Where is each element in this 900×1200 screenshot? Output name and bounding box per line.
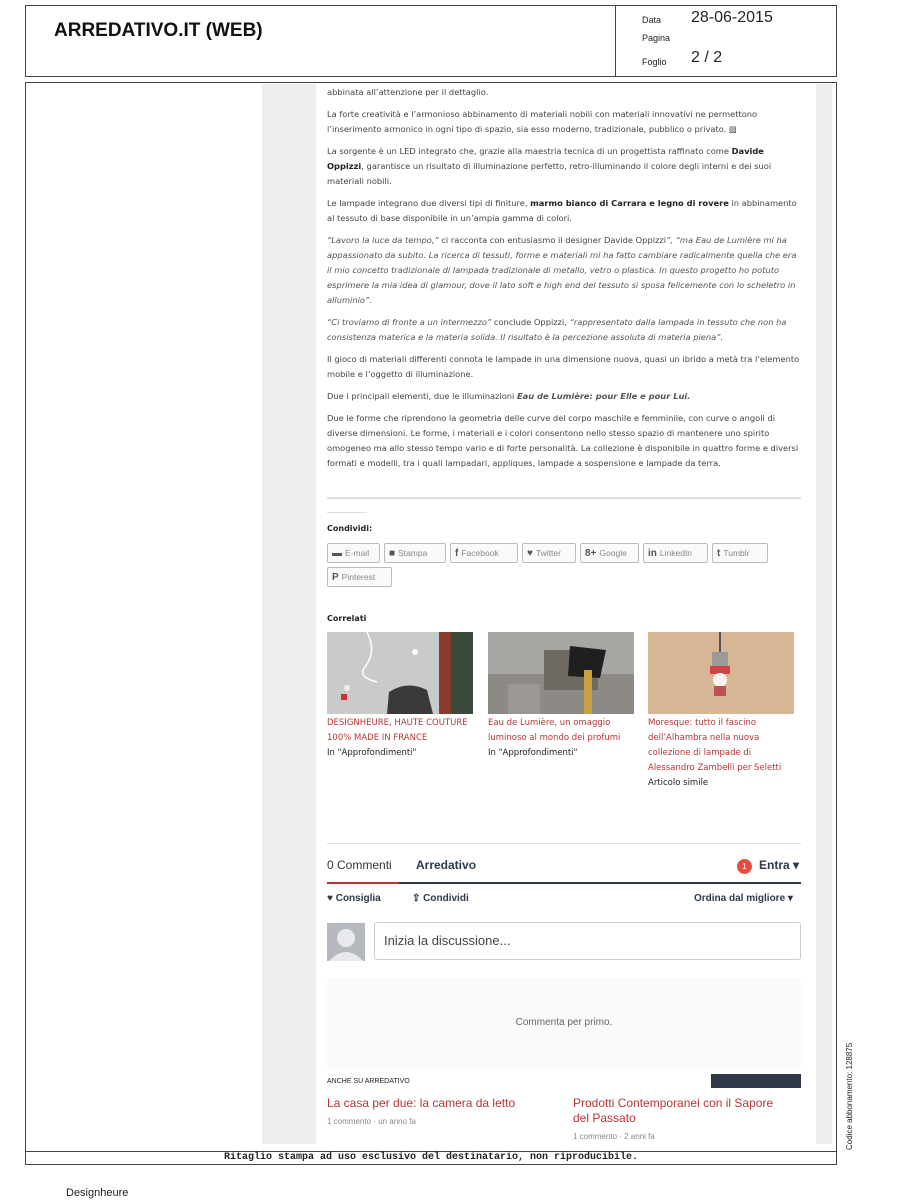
article-body: [327, 85, 802, 478]
subscription-code: Codice abbonamento: 128875: [845, 1042, 854, 1150]
share-label: Condividi:: [327, 524, 373, 533]
paragraph: Due le forme che riprendono la geometria delle curve del corpo maschile e femminile, con curve o angoli di diverse dimensioni. Le forme, i materiali e i colori consentono nello stesso spazio di mantenere uno spirito omogeneo ma allo stesso tempo vario e di forte personalità. La collezione è disponibile in quattro forme e diversi formati e modelli, tra i quali lampadari, appliques, lampade a sospensione e lampade da terra.: [327, 413, 799, 468]
divider: [327, 497, 801, 499]
sheet-label: Foglio: [642, 57, 667, 67]
divider: [327, 843, 801, 844]
login-button[interactable]: Entra ▾: [759, 858, 800, 872]
linkedin-icon: in: [648, 547, 657, 559]
comment-input[interactable]: Inizia la discussione...: [374, 922, 801, 960]
share-twitter-button[interactable]: ♥ Twitter: [522, 543, 576, 563]
email-icon: ▬: [332, 547, 342, 559]
comments-tabs: [327, 858, 801, 884]
clipping-footer: Ritaglio stampa ad uso esclusivo del destinatario, non riproducibile.: [25, 1151, 837, 1165]
also-item-1[interactable]: La casa per due: la camera da letto: [327, 1096, 516, 1110]
paragraph: La sorgente è un LED integrato che, grazie alla maestria tecnica di un progettista raffinato come Davide Oppizzi, garantisce un risultato di illuminazione perfetto, retro-illuminando il colore degli interni e dei suoi materiali nobili.: [327, 146, 772, 186]
paragraph: abbinata all’attenzione per il dettaglio.: [327, 87, 489, 97]
related-label: Correlati: [327, 614, 367, 623]
sheet-value: 2 / 2: [691, 49, 723, 66]
paragraph: “Lavoro la luce da tempo,” ci racconta con entusiasmo il designer Davide Oppizzi”, “ma Eau de Lumière mi ha appassionato da subito. La ricerca di tessuti, forme e materiali mi ha fatto cambiare radicalmente quella che era il mio concetto tradizionale di lampada tradizionale di metallo, vetro o plastica. In questo progetto ho potuto esprimere la mia idea di glamour, dove il lato soft e high end del tessuto si sposa felicemente con lo scheletro in alluminio”.: [327, 235, 797, 305]
related-image-designheure[interactable]: [327, 632, 473, 714]
page-label: Pagina: [642, 33, 671, 43]
share-discussion-button[interactable]: ⇪ Condividi: [412, 893, 469, 904]
facebook-icon: f: [455, 547, 459, 559]
google-plus-icon: 8+: [585, 547, 597, 559]
pinterest-icon: P: [332, 571, 339, 583]
divider: [327, 512, 367, 513]
related-item-1[interactable]: DESIGNHEURE, HAUTE COUTURE 100% MADE IN FRANCE In "Approfondimenti": [327, 718, 468, 758]
share-google-button[interactable]: 8+ Google: [580, 543, 639, 563]
avatar: [327, 923, 365, 961]
recommend-button[interactable]: ♥ Consiglia: [327, 893, 381, 904]
tumblr-icon: t: [717, 547, 721, 559]
empty-comments-message: Commenta per primo.: [327, 978, 801, 1068]
meta-box: [615, 6, 837, 76]
sort-dropdown[interactable]: Ordina dal migliore ▾: [694, 893, 793, 904]
share-print-button[interactable]: ■ Stampa: [384, 543, 446, 563]
also-item-2-meta: 1 commento · 2 anni fa: [573, 1132, 655, 1141]
share-email-button[interactable]: ▬ E-mail: [327, 543, 380, 563]
related-item-3[interactable]: Moresque: tutto il fascino dell’Alhambra nella nuova collezione di lampade di Alessandro Zambelli per Seletti Articolo simile: [648, 718, 782, 788]
heart-icon: ♥: [327, 893, 336, 904]
also-on-banner: [711, 1074, 801, 1088]
paragraph: Due i principali elementi, due le illuminazioni Eau de Lumière: pour Elle e pour Lui.: [327, 391, 691, 401]
clipping-keyword: Designheure: [66, 1187, 129, 1199]
print-icon: ■: [389, 547, 396, 559]
twitter-icon: ♥: [527, 547, 533, 559]
paragraph: Le lampade integrano due diversi tipi di finiture, marmo bianco di Carrara e legno di rovere in abbinamento al tessuto di base disponibile in un’ampia gamma di colori.: [327, 198, 797, 223]
tab-arredativo[interactable]: Arredativo: [416, 858, 477, 872]
source-title: ARREDATIVO.IT (WEB): [54, 20, 263, 41]
also-on-label: ANCHE SU ARREDATIVO: [327, 1078, 410, 1085]
share-facebook-button[interactable]: f Facebook: [450, 543, 518, 563]
tab-comments[interactable]: 0 Commenti: [327, 858, 399, 884]
date-value: 28-06-2015: [691, 9, 773, 26]
also-item-2[interactable]: Prodotti Contemporanei con il Sapore del Passato: [573, 1096, 774, 1125]
paragraph: “Ci troviamo di fronte a un intermezzo” conclude Oppizzi, “rappresentato dalla lampada in tessuto che non ha consistenza materica e la materia solida. Il risultato è la percezione assoluta di materia piena”.: [327, 317, 787, 342]
clipping-header: [25, 5, 837, 77]
share-pinterest-button[interactable]: P Pinterest: [327, 567, 392, 587]
related-image-eau-de-lumiere[interactable]: [488, 632, 634, 714]
also-item-1-meta: 1 commento · un anno fa: [327, 1117, 416, 1126]
share-linkedin-button[interactable]: in LinkedIn: [643, 543, 708, 563]
related-image-moresque[interactable]: [648, 632, 794, 714]
notification-badge[interactable]: 1: [737, 859, 752, 874]
share-icon: ⇪: [412, 893, 424, 904]
paragraph: La forte creatività e l’armonioso abbinamento di materiali nobili con materiali innovativi ne permettono l’inserimento armonico in ogni tipo di spazio, sia esso moderno, tradizionale, pubblico o privato. ▨: [327, 109, 758, 134]
date-label: Data: [642, 15, 662, 25]
share-tumblr-button[interactable]: t Tumblr: [712, 543, 768, 563]
paragraph: Il gioco di materiali differenti connota le lampade in una dimensione nuova, quasi un ibrido a metà tra l’elemento mobile e l’oggetto di illuminazione.: [327, 354, 800, 379]
related-item-2[interactable]: Eau de Lumière, un omaggio luminoso al mondo dei profumi In "Approfondimenti": [488, 718, 621, 758]
